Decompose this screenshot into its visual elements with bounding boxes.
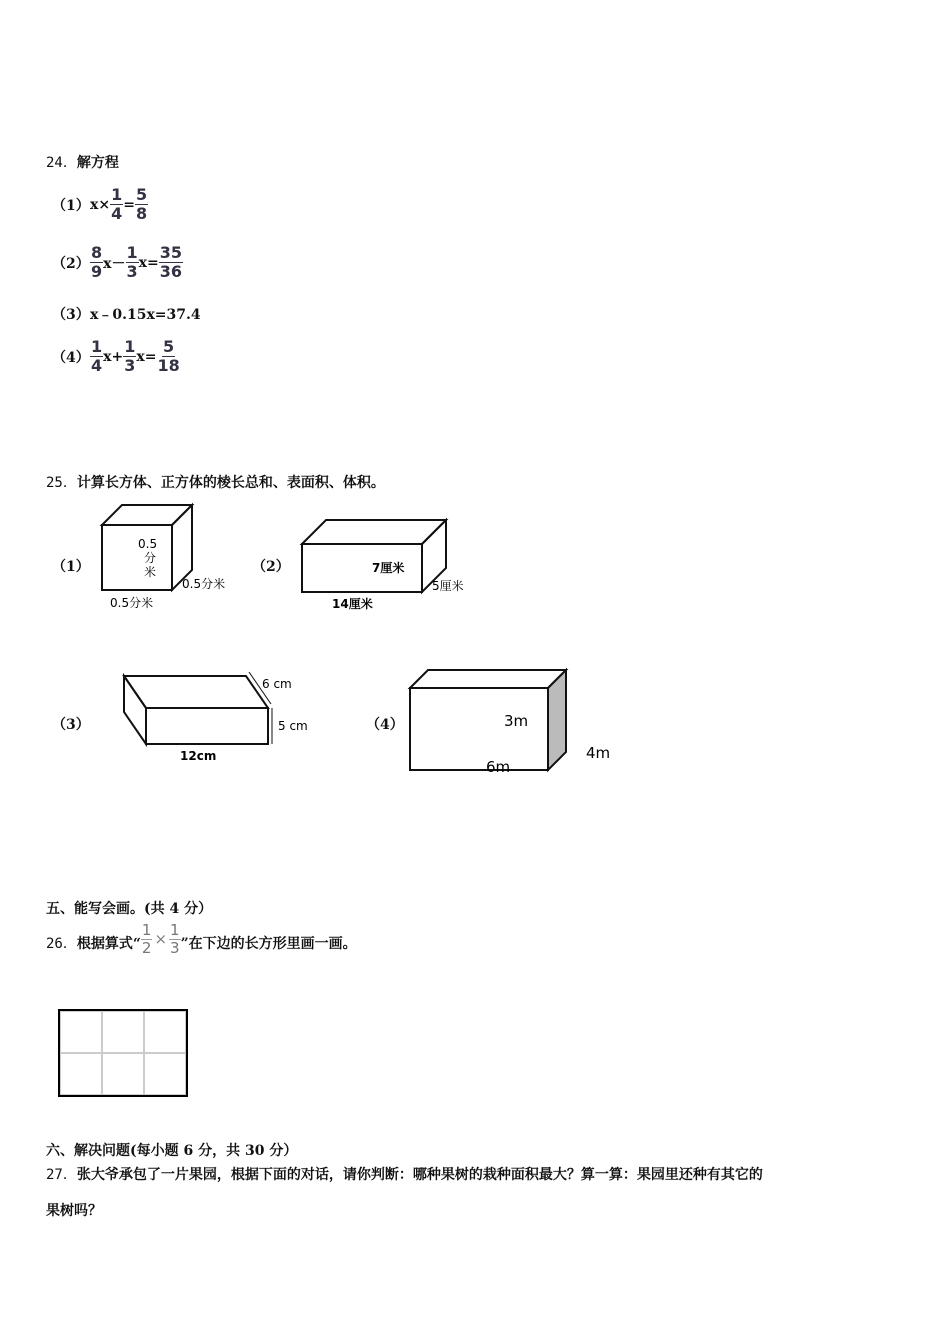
eq2-frac-b: $\frac{1}{3}$ — [126, 243, 138, 281]
fig2-label: （2） — [252, 559, 290, 575]
fig4-depth: 4m — [586, 744, 611, 762]
fig1-depth: 0.5分米 — [182, 577, 226, 591]
fig4-label: （4） — [366, 717, 404, 733]
eq2-frac-c: $\frac{35}{36}$ — [159, 243, 182, 281]
q26-pre: 根据算式“ — [76, 936, 141, 952]
section-6-title: 六、解决问题(每小题 6 分，共 30 分） — [46, 1143, 298, 1159]
q26-operator: × — [154, 930, 168, 948]
equation-4 — [52, 338, 181, 375]
q26-number: 26． — [46, 936, 77, 952]
cuboid-figure-4 — [404, 664, 624, 780]
fig1-width: 0.5分米 — [110, 596, 154, 610]
cuboid-figure-3 — [116, 668, 326, 768]
eq1-equals: = — [123, 196, 135, 213]
eq3-label: （3） — [52, 307, 90, 323]
eq2-frac-a: $\frac{8}{9}$ — [91, 243, 103, 281]
fig2-depth: 5厘米 — [432, 579, 464, 593]
eq4-frac-c: $\frac{5}{18}$ — [157, 337, 180, 375]
eq2-text-a: x－ — [103, 255, 126, 272]
eq4-text-b: x= — [136, 348, 157, 365]
q26-post: ”在下边的长方形里画一画。 — [180, 936, 357, 952]
fig1-label: （1） — [52, 559, 90, 575]
fig2-height: 7厘米 — [372, 561, 405, 575]
q25-heading — [46, 472, 385, 492]
eq2-label: （2） — [52, 255, 90, 272]
eq4-text-a: x+ — [103, 348, 124, 365]
eq4-label: （4） — [52, 349, 90, 366]
q25-number: 25． — [46, 475, 77, 491]
eq1-text: x× — [90, 196, 111, 213]
eq4-frac-b: $\frac{1}{3}$ — [124, 337, 136, 375]
q26-frac-b: $\frac{1}{3}$ — [170, 921, 180, 957]
fig4-width: 6m — [486, 758, 511, 776]
q25-title: 计算长方体、正方体的棱长总和、表面积、体积。 — [76, 475, 385, 491]
eq4-frac-a: $\frac{1}{4}$ — [91, 337, 103, 375]
eq3-text: x﹣0.15x=37.4 — [90, 307, 201, 323]
fig1-height-1: 0.5 — [138, 537, 158, 551]
drawing-rectangle[interactable] — [58, 1009, 188, 1097]
q24-heading — [46, 152, 119, 172]
q26-frac-a: $\frac{1}{2}$ — [141, 921, 152, 957]
eq2-text-b: x= — [138, 254, 159, 271]
q27-line-1 — [46, 1164, 916, 1184]
equation-1 — [52, 186, 148, 223]
fig2-width: 14厘米 — [332, 597, 373, 611]
equation-3 — [52, 304, 201, 324]
fig3-label: （3） — [52, 717, 90, 733]
fig3-depth: 6 cm — [262, 677, 292, 691]
eq1-frac-b: $\frac{5}{8}$ — [135, 185, 148, 223]
eq1-label: （1） — [52, 197, 90, 214]
q27-text-1: 张大爷承包了一片果园，根据下面的对话，请你判断：哪种果树的栽种面积最大？算一算：果园里还种有其它的 — [76, 1167, 763, 1183]
fig1-height-3: 米 — [144, 565, 157, 579]
fig3-height: 5 cm — [278, 719, 308, 733]
fig1-height-2: 分 — [144, 551, 157, 565]
cube-figure-1 — [96, 500, 246, 615]
equation-2 — [52, 244, 183, 281]
eq1-frac-a: $\frac{1}{4}$ — [111, 185, 123, 223]
q27-text-2: 果树吗？ — [46, 1203, 102, 1219]
fig3-width: 12cm — [180, 749, 217, 763]
cuboid-figure-2 — [296, 512, 486, 612]
q27-number: 27． — [46, 1167, 77, 1183]
q26-line — [46, 922, 357, 957]
q24-number: 24． — [46, 155, 77, 171]
section-5-title: 五、能写会画。(共 4 分） — [46, 901, 213, 917]
fig4-height: 3m — [504, 712, 529, 730]
q24-title: 解方程 — [76, 155, 119, 171]
